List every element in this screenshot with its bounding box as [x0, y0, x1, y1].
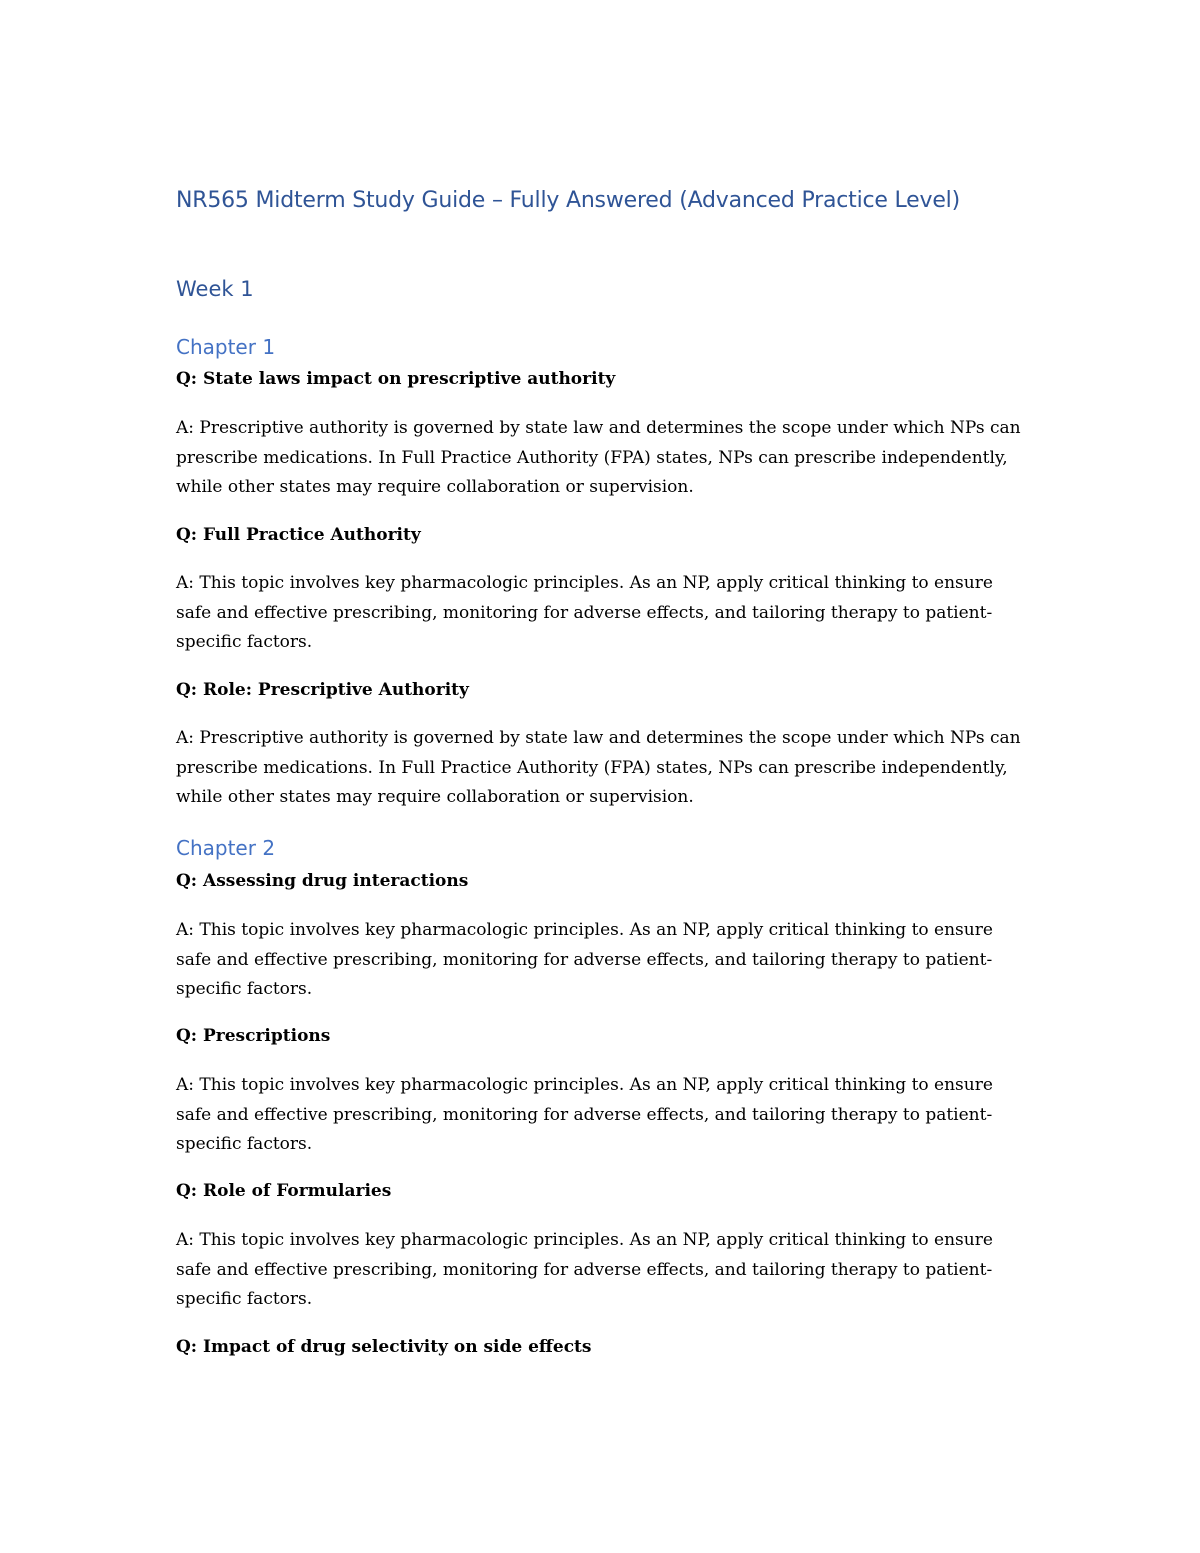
answer-drug-interactions: A: This topic involves key pharmacologic principles. As an NP, apply critical thinking to ensure safe and effective prescribing, monitoring for adverse effects, and tailoring therapy to patient-specific factors. — [176, 920, 993, 999]
answer-full-practice-authority: A: This topic involves key pharmacologic principles. As an NP, apply critical thinking to ensure safe and effective prescribing, monitoring for adverse effects, and tailoring therapy to patient-specific factors. — [176, 573, 993, 652]
question-role-of-formularies: Q: Role of Formularies — [176, 1181, 392, 1201]
question-prescriptions: Q: Prescriptions — [176, 1026, 331, 1046]
answer-role-of-formularies: A: This topic involves key pharmacologic principles. As an NP, apply critical thinking to ensure safe and effective prescribing, monitoring for adverse effects, and tailoring therapy to patient-specific factors. — [176, 1230, 993, 1309]
question-drug-interactions: Q: Assessing drug interactions — [176, 871, 469, 891]
question-drug-selectivity: Q: Impact of drug selectivity on side effects — [176, 1337, 592, 1357]
answer-role-prescriptive-authority: A: Prescriptive authority is governed by state law and determines the scope under which NPs can prescribe medications. In Full Practice Authority (FPA) states, NPs can prescribe independently, while other states may require collaboration or supervision. — [176, 728, 1021, 807]
chapter-2-heading: Chapter 2 — [176, 836, 276, 860]
week-heading: Week 1 — [176, 277, 254, 301]
question-state-laws: Q: State laws impact on prescriptive authority — [176, 369, 616, 389]
chapter-1-heading: Chapter 1 — [176, 335, 276, 359]
document-title: NR565 Midterm Study Guide – Fully Answered (Advanced Practice Level) — [176, 188, 960, 213]
question-full-practice-authority: Q: Full Practice Authority — [176, 525, 421, 545]
question-role-prescriptive-authority: Q: Role: Prescriptive Authority — [176, 680, 469, 700]
answer-prescriptions: A: This topic involves key pharmacologic principles. As an NP, apply critical thinking to ensure safe and effective prescribing, monitoring for adverse effects, and tailoring therapy to patient-specific factors. — [176, 1075, 993, 1154]
answer-state-laws: A: Prescriptive authority is governed by state law and determines the scope under which NPs can prescribe medications. In Full Practice Authority (FPA) states, NPs can prescribe independently, while other states may require collaboration or supervision. — [176, 418, 1021, 497]
